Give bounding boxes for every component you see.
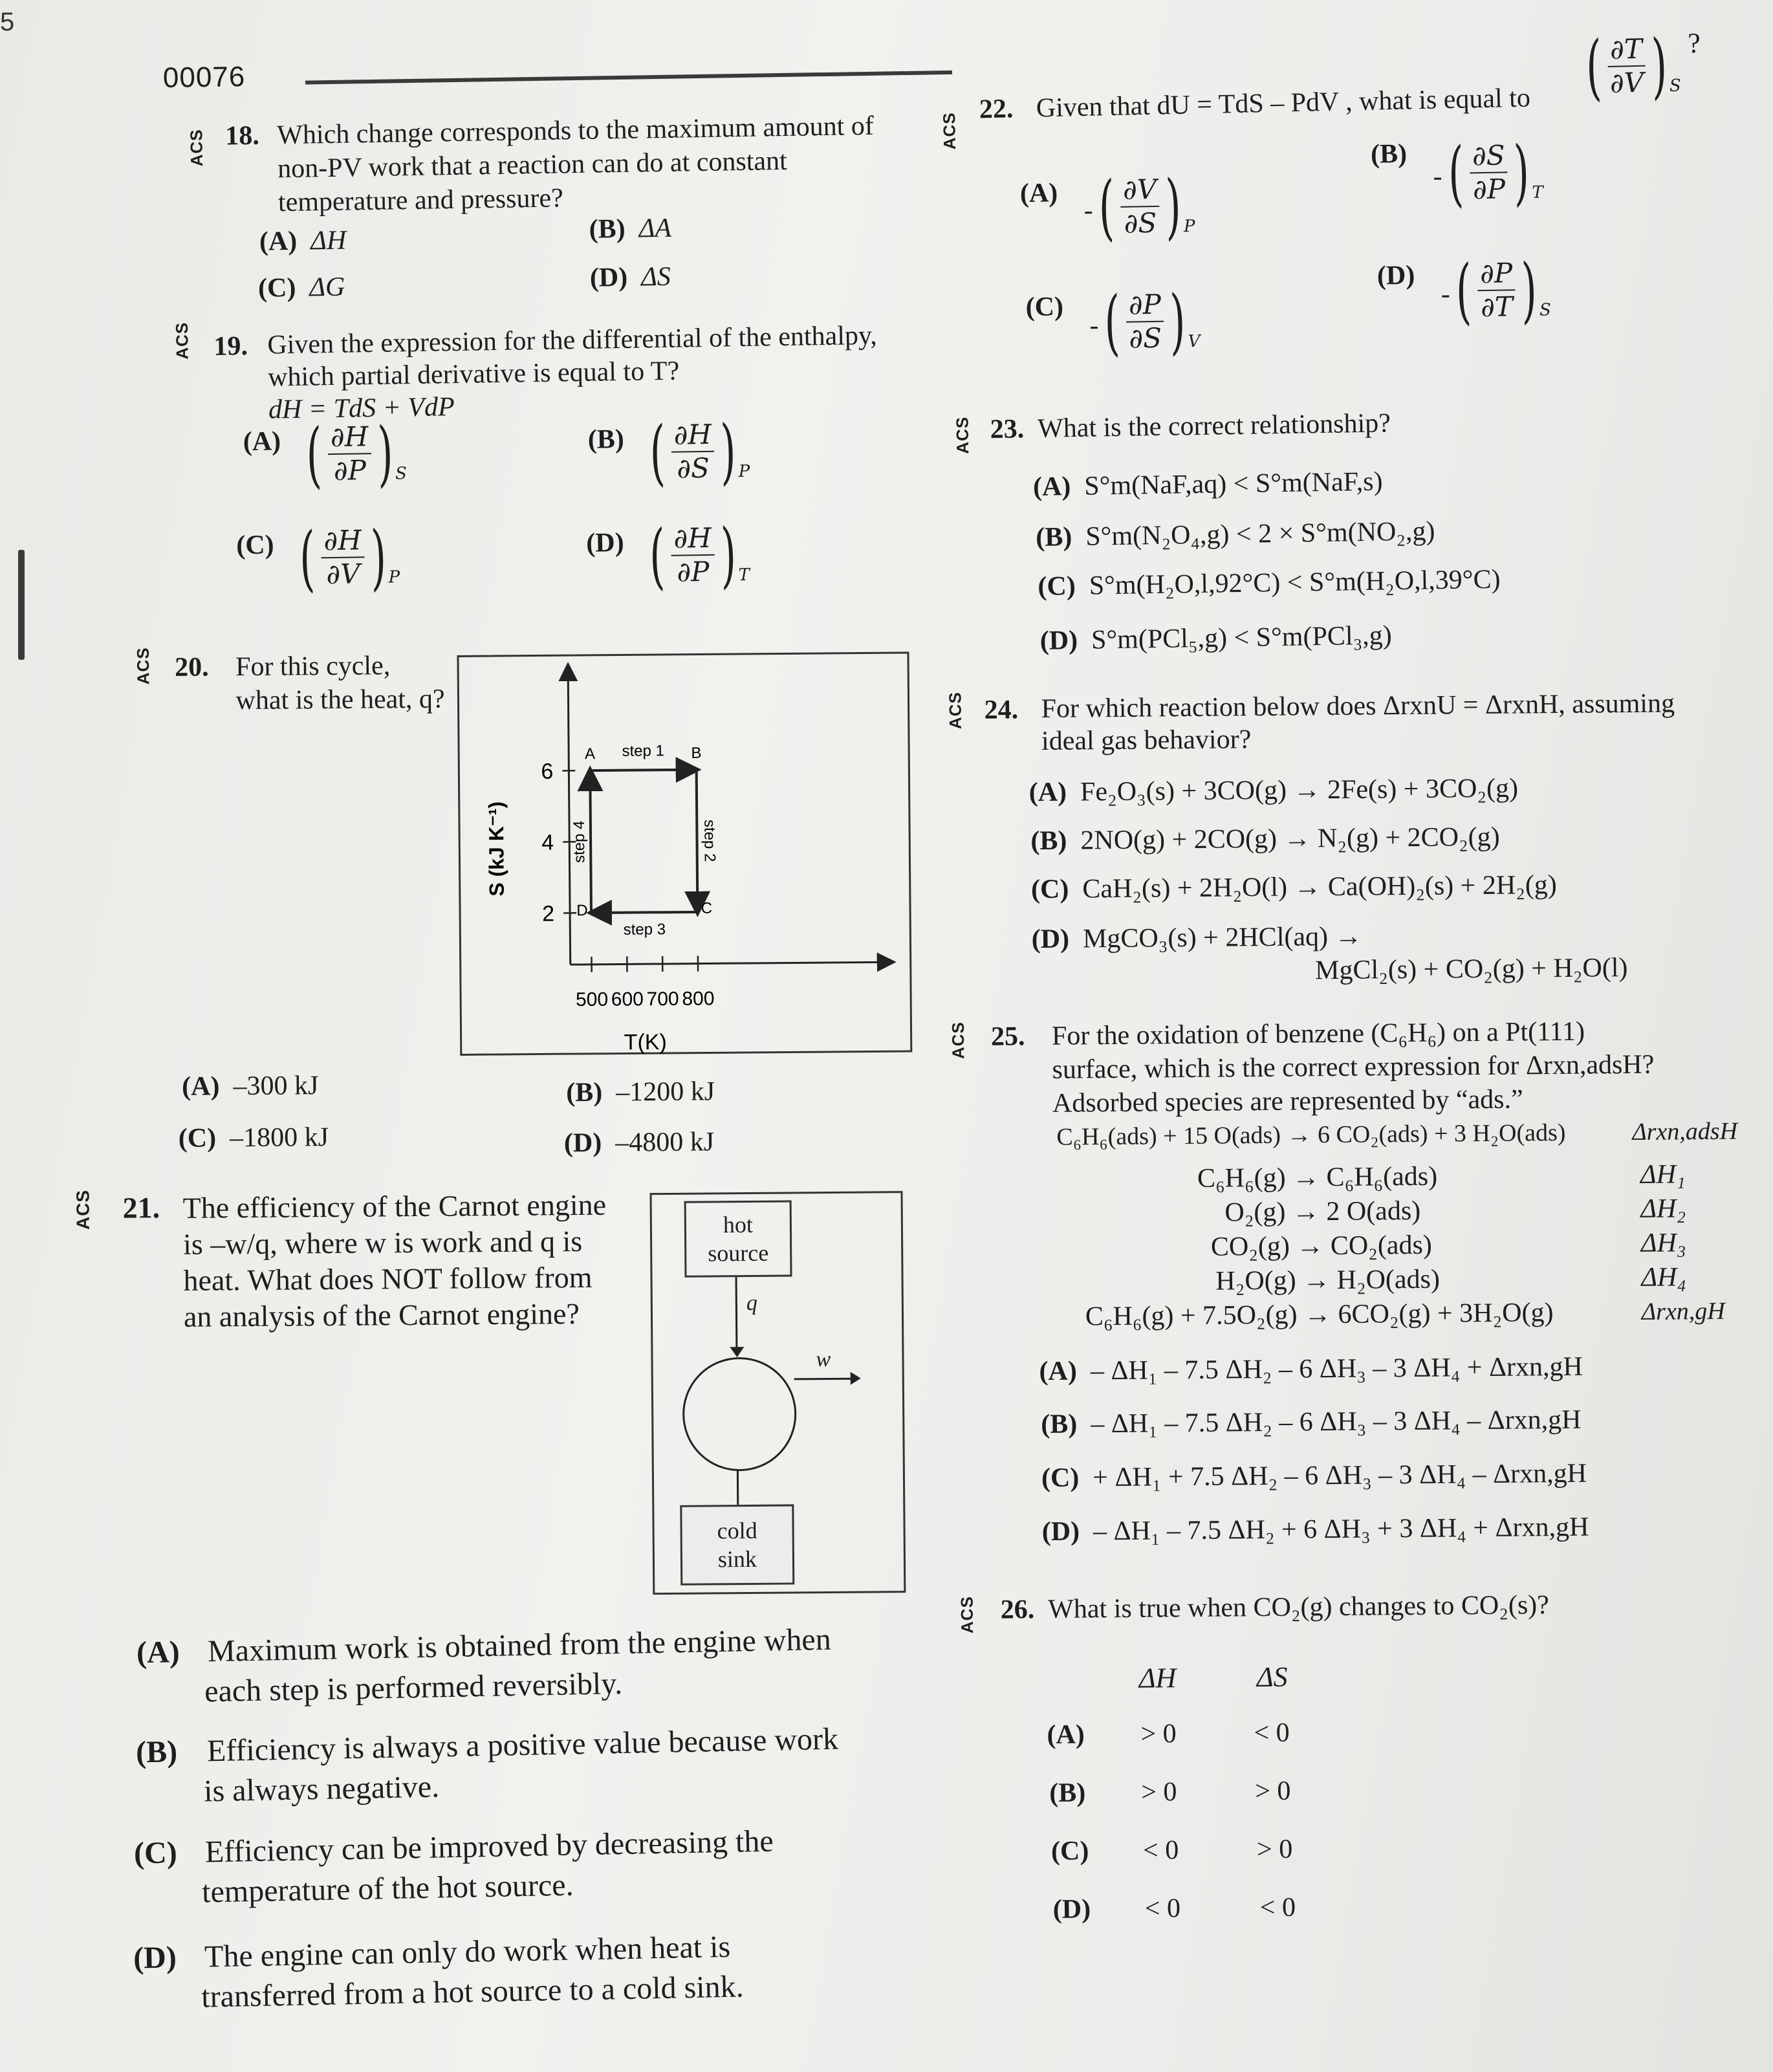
option-label: (A) xyxy=(1047,1719,1085,1750)
subscript: S xyxy=(1539,300,1552,320)
option-text: –300 kJ xyxy=(233,1071,319,1102)
q25-text xyxy=(1052,1014,1655,1120)
q26-option-b[interactable] xyxy=(1049,1775,1321,1809)
option-label: (C) xyxy=(1041,1463,1080,1494)
q24-option-d-line2: MgCl₂(s) + CO₂(g) + H₂O(l) xyxy=(1314,953,1628,986)
acs-tag: ACS xyxy=(186,129,207,167)
q24-option-d[interactable] xyxy=(1032,921,1362,955)
numerator: ∂H xyxy=(328,420,371,455)
q25-number: 25. xyxy=(990,1021,1025,1052)
q26-text: What is true when CO₂(g) changes to CO₂(s)? xyxy=(1048,1590,1550,1624)
option-label: (B) xyxy=(1030,825,1067,856)
q21-line: an analysis of the Carnot engine? xyxy=(183,1297,580,1333)
step-label: step 3 xyxy=(623,921,666,939)
numerator: ∂H xyxy=(671,419,714,453)
step-label: ΔH₂ xyxy=(1640,1194,1686,1224)
option-text: S°m(N₂O₄,g) < 2 × S°m(NO₂,g) xyxy=(1085,516,1435,552)
question-24 xyxy=(984,693,1018,726)
option-label: (A) xyxy=(1039,1356,1078,1387)
step-label: step 2 xyxy=(701,819,719,862)
option-line: is always negative. xyxy=(203,1769,440,1809)
numerator: ∂P xyxy=(1126,289,1164,323)
option-label: (C) xyxy=(1038,571,1076,602)
partial-derivative: ( $\frac{\partial V}{\partial S}$ ) P xyxy=(1098,164,1195,249)
acs-tag: ACS xyxy=(948,1021,968,1060)
option-label: (B) xyxy=(1370,138,1408,169)
denominator: ∂V xyxy=(325,558,360,591)
q22-number: 22. xyxy=(979,94,1014,125)
y-axis-label: S (kJ K⁻¹) xyxy=(484,801,508,897)
option-label: (C) xyxy=(1050,1836,1089,1866)
option-label: (D) xyxy=(1376,260,1415,291)
subscript: V xyxy=(1188,331,1201,352)
step-row xyxy=(1045,1192,1724,1232)
w-label: w xyxy=(816,1347,831,1372)
q26-number: 26. xyxy=(1000,1595,1035,1625)
question-25 xyxy=(991,1020,1025,1053)
y-tick-label: 4 xyxy=(541,830,554,855)
option-text: CaH₂(s) + 2H₂O(l) → Ca(OH)₂(s) + 2H₂(g) xyxy=(1082,870,1558,904)
option-text: 2NO(g) + 2CO(g) → N₂(g) + 2CO₂(g) xyxy=(1080,822,1500,856)
q18-number: 18. xyxy=(224,120,260,151)
step-label: Δrxn,gH xyxy=(1641,1297,1725,1325)
option-label: (C) xyxy=(133,1835,178,1871)
option-line: Maximum work is obtained from the engine when xyxy=(207,1622,832,1669)
header-delta-s: ΔS xyxy=(1256,1661,1288,1694)
q25-line: Adsorbed species are represented by “ads.” xyxy=(1052,1084,1523,1118)
q24-line: For which reaction below does ΔrxnU = ΔrxnH, assuming xyxy=(1041,688,1675,724)
step-equation: O₂(g) → 2 O(ads) xyxy=(1224,1195,1421,1228)
q23-number: 23. xyxy=(990,414,1025,445)
q21-number: 21. xyxy=(122,1191,160,1225)
option-text: ΔA xyxy=(638,213,672,244)
option-label: (D) xyxy=(1039,625,1078,656)
denominator: ∂S xyxy=(676,452,710,485)
q22-text: Given that dU = TdS – PdV , what is equal to xyxy=(1036,83,1531,124)
acs-tag: ACS xyxy=(939,112,960,150)
option-text: –1200 kJ xyxy=(616,1076,715,1107)
step-label: ΔH₁ xyxy=(1640,1159,1686,1190)
partial-derivative: ( $\frac{\partial P}{\partial S}$ ) V xyxy=(1104,279,1201,364)
option-label: (D) xyxy=(1041,1516,1080,1547)
option-label: (B) xyxy=(587,424,625,455)
step-equation: CO₂(g) → CO₂(ads) xyxy=(1210,1230,1432,1262)
q24-option-a[interactable] xyxy=(1029,773,1519,809)
option-text: Fe₂O₃(s) + 3CO(g) → 2Fe(s) + 3CO₂(g) xyxy=(1080,773,1519,807)
sink-label: sink xyxy=(717,1545,757,1573)
q19-line: Given the expression for the differential of the enthalpy, xyxy=(267,320,878,360)
subscript: P xyxy=(388,567,400,587)
q23-text: What is the correct relationship? xyxy=(1037,408,1391,444)
question-26 xyxy=(1001,1588,1550,1626)
option-label: (C) xyxy=(1030,874,1069,905)
option-line: The engine can only do work when heat is xyxy=(204,1929,731,1974)
acs-tag: ACS xyxy=(952,416,973,454)
q20-line: For this cycle, xyxy=(235,651,391,682)
step-row xyxy=(1046,1260,1725,1300)
acs-tag: ACS xyxy=(957,1596,977,1634)
option-text: S°m(PCl₅,g) < S°m(PCl₃,g) xyxy=(1091,620,1393,655)
minus-sign: - xyxy=(1089,311,1099,341)
q26-option-d[interactable] xyxy=(1053,1892,1325,1925)
denominator: ∂T xyxy=(1480,290,1514,323)
q19-number: 19. xyxy=(213,331,248,362)
source-label: source xyxy=(708,1239,769,1267)
option-label: (B) xyxy=(135,1734,178,1770)
option-text: – ΔH₁ – 7.5 ΔH₂ – 6 ΔH₃ – 3 ΔH₄ – Δrxn,gH xyxy=(1091,1404,1582,1439)
option-text: + ΔH₁ + 7.5 ΔH₂ – 6 ΔH₃ – 3 ΔH₄ – Δrxn,gH xyxy=(1093,1458,1587,1493)
denominator: ∂P xyxy=(1472,173,1506,206)
y-tick-label: 2 xyxy=(542,901,555,926)
q25-steps xyxy=(1045,1157,1726,1335)
minus-sign: - xyxy=(1433,162,1442,192)
denominator: ∂P xyxy=(333,454,367,486)
partial-derivative: ( $\frac{\partial H}{\partial P}$ ) S xyxy=(306,411,408,496)
subscript: P xyxy=(738,461,750,482)
q25-option-c[interactable] xyxy=(1041,1458,1587,1494)
option-text: ΔH xyxy=(310,225,347,256)
option-label: (C) xyxy=(178,1123,217,1153)
step-equation: C₆H₆(g) → C₆H₆(ads) xyxy=(1197,1161,1438,1194)
q-label: q xyxy=(746,1291,758,1315)
delta-s-value: > 0 xyxy=(1255,1776,1291,1807)
option-text: S°m(H₂O,l,92°C) < S°m(H₂O,l,39°C) xyxy=(1089,564,1501,601)
q24-text xyxy=(1041,687,1675,758)
option-line: each step is performed reversibly. xyxy=(204,1666,623,1709)
option-text: S°m(NaF,aq) < S°m(NaF,s) xyxy=(1083,466,1383,501)
numerator: ∂T xyxy=(1607,33,1646,67)
q25-line: surface, which is the correct expression for Δrxn,adsH? xyxy=(1052,1049,1655,1085)
q25-line: For the oxidation of benzene (C₆H₆) on a Pt(111) xyxy=(1051,1016,1585,1051)
step-row xyxy=(1046,1226,1725,1266)
x-axis-label: T(K) xyxy=(624,1029,667,1055)
option-label: (C) xyxy=(1025,292,1064,323)
option-label: (A) xyxy=(136,1635,180,1670)
option-label: (A) xyxy=(1032,472,1071,503)
partial-derivative: ( $\frac{\partial P}{\partial T}$ ) S xyxy=(1455,248,1552,333)
q21-line: is –w/q, where w is work and q is xyxy=(182,1224,583,1261)
q18-line: Which change corresponds to the maximum amount of xyxy=(276,111,875,151)
option-label: (D) xyxy=(1031,924,1070,955)
q25-main-label: Δrxn,adsH xyxy=(1632,1117,1738,1146)
numerator: ∂H xyxy=(671,522,714,556)
minus-sign: - xyxy=(1441,279,1451,310)
step-label: step 1 xyxy=(622,742,665,760)
acs-tag: ACS xyxy=(133,647,153,685)
subscript: T xyxy=(738,565,750,585)
option-label: (D) xyxy=(1052,1894,1091,1925)
denominator: ∂P xyxy=(677,555,710,588)
option-label: (A) xyxy=(243,426,281,457)
option-label: (D) xyxy=(585,527,624,558)
option-text: MgCO₃(s) + 2HCl(aq) → xyxy=(1082,921,1362,954)
option-text: ΔS xyxy=(640,261,671,292)
option-text: –4800 kJ xyxy=(615,1127,715,1158)
option-label: (C) xyxy=(235,530,274,561)
step-row xyxy=(1047,1294,1726,1335)
q25-option-a[interactable] xyxy=(1039,1351,1583,1387)
option-text: – ΔH₁ – 7.5 ΔH₂ + 6 ΔH₃ + 3 ΔH₄ + Δrxn,gH xyxy=(1093,1512,1589,1547)
q25-main-reaction: C₆H₆(ads) + 15 O(ads) → 6 CO₂(ads) + 3 H₂O(ads) xyxy=(1056,1118,1566,1151)
q21-line: heat. What does NOT follow from xyxy=(183,1260,593,1297)
q18-line: temperature and pressure? xyxy=(277,183,564,218)
subscript: S xyxy=(395,464,408,484)
q24-option-b[interactable] xyxy=(1030,822,1500,856)
point-label: D xyxy=(576,902,588,920)
partial-derivative: ( $\frac{\partial H}{\partial P}$ ) T xyxy=(649,513,750,598)
option-label: (A) xyxy=(1028,777,1067,808)
point-label: A xyxy=(584,745,596,763)
denominator: ∂V xyxy=(1609,66,1644,99)
q19-line: which partial derivative is equal to T? xyxy=(267,356,680,393)
delta-h-value: < 0 xyxy=(1142,1835,1179,1866)
q19-equation: dH = TdS + VdP xyxy=(268,392,455,425)
partial-derivative: ( $\frac{\partial T}{\partial V}$ ) S xyxy=(1585,24,1682,109)
partial-derivative: ( $\frac{\partial H}{\partial V}$ ) P xyxy=(299,515,400,600)
acs-tag: ACS xyxy=(945,692,965,730)
option-label: (D) xyxy=(589,262,628,293)
q20-line: what is the heat, q? xyxy=(235,684,445,716)
q24-number: 24. xyxy=(984,695,1019,725)
delta-s-value: < 0 xyxy=(1254,1718,1290,1749)
option-label: (B) xyxy=(566,1077,603,1108)
minus-sign: - xyxy=(1083,195,1093,226)
q24-line: ideal gas behavior? xyxy=(1041,725,1252,756)
header-delta-h: ΔH xyxy=(1138,1662,1177,1694)
option-line: Efficiency is always a positive value because work xyxy=(206,1721,839,1769)
q24-option-c[interactable] xyxy=(1031,869,1557,905)
step-row xyxy=(1045,1157,1724,1197)
cold-label: cold xyxy=(717,1517,757,1544)
partial-derivative: ( $\frac{\partial H}{\partial S}$ ) P xyxy=(649,409,750,494)
option-label: (B) xyxy=(1035,522,1072,552)
option-label: (A) xyxy=(259,226,298,257)
page-code: 00076 xyxy=(162,61,246,94)
q26-option-a[interactable] xyxy=(1047,1717,1318,1750)
y-tick-label: 6 xyxy=(541,759,554,784)
option-label: (B) xyxy=(1049,1778,1086,1808)
partial-derivative: ( $\frac{\partial S}{\partial P}$ ) T xyxy=(1448,130,1543,215)
point-label: C xyxy=(701,899,713,917)
corner-mark: 5 xyxy=(0,8,15,36)
q26-option-c[interactable] xyxy=(1051,1833,1323,1867)
numerator: ∂V xyxy=(1120,173,1160,208)
question-mark: ? xyxy=(1687,27,1701,60)
option-line: Efficiency can be improved by decreasing the xyxy=(204,1824,774,1870)
option-label: (D) xyxy=(563,1128,602,1159)
subscript: P xyxy=(1183,217,1195,237)
q18-line: non-PV work that a reaction can do at constant xyxy=(277,146,788,184)
x-tick-label: 700 xyxy=(646,988,679,1010)
hot-label: hot xyxy=(723,1211,754,1238)
option-label: (D) xyxy=(133,1940,177,1976)
step-equation: H₂O(g) → H₂O(ads) xyxy=(1215,1264,1441,1296)
step-label: ΔH₄ xyxy=(1641,1262,1687,1292)
step-label: step 4 xyxy=(570,820,589,864)
option-text: – ΔH₁ – 7.5 ΔH₂ – 6 ΔH₃ – 3 ΔH₄ + Δrxn,gH xyxy=(1090,1351,1583,1386)
option-text: –1800 kJ xyxy=(229,1122,329,1153)
option-text: ΔG xyxy=(309,272,345,303)
option-label: (B) xyxy=(589,213,626,245)
option-label: (B) xyxy=(1041,1409,1078,1440)
option-line: transferred from a hot source to a cold sink. xyxy=(201,1969,745,2014)
acs-tag: ACS xyxy=(72,1189,93,1230)
q25-option-b[interactable] xyxy=(1041,1404,1582,1440)
x-tick-label: 800 xyxy=(682,988,715,1010)
q20-number: 20. xyxy=(174,652,209,682)
x-tick-label: 500 xyxy=(575,988,609,1011)
delta-h-value: < 0 xyxy=(1144,1893,1181,1924)
delta-s-value: < 0 xyxy=(1259,1892,1296,1923)
subscript: S xyxy=(1669,76,1682,96)
step-equation: C₆H₆(g) + 7.5O₂(g) → 6CO₂(g) + 3H₂O(g) xyxy=(1085,1298,1554,1332)
q21-line: The efficiency of the Carnot engine xyxy=(182,1188,607,1225)
x-tick-label: 600 xyxy=(611,988,644,1010)
denominator: ∂S xyxy=(1129,322,1162,354)
delta-s-value: > 0 xyxy=(1256,1834,1293,1865)
delta-h-value: > 0 xyxy=(1140,1719,1177,1749)
option-label: (A) xyxy=(1019,178,1058,209)
numerator: ∂S xyxy=(1470,139,1508,173)
numerator: ∂P xyxy=(1477,257,1516,291)
point-label: B xyxy=(691,744,702,762)
delta-h-value: > 0 xyxy=(1141,1777,1177,1807)
q25-option-d[interactable] xyxy=(1042,1512,1589,1547)
option-label: (A) xyxy=(182,1071,220,1102)
option-label: (C) xyxy=(257,272,296,303)
step-label: ΔH₃ xyxy=(1640,1228,1686,1258)
acs-tag: ACS xyxy=(171,322,192,360)
denominator: ∂S xyxy=(1124,206,1157,239)
subscript: T xyxy=(1532,182,1543,202)
numerator: ∂H xyxy=(321,524,364,558)
option-line: temperature of the hot source. xyxy=(201,1868,574,1910)
